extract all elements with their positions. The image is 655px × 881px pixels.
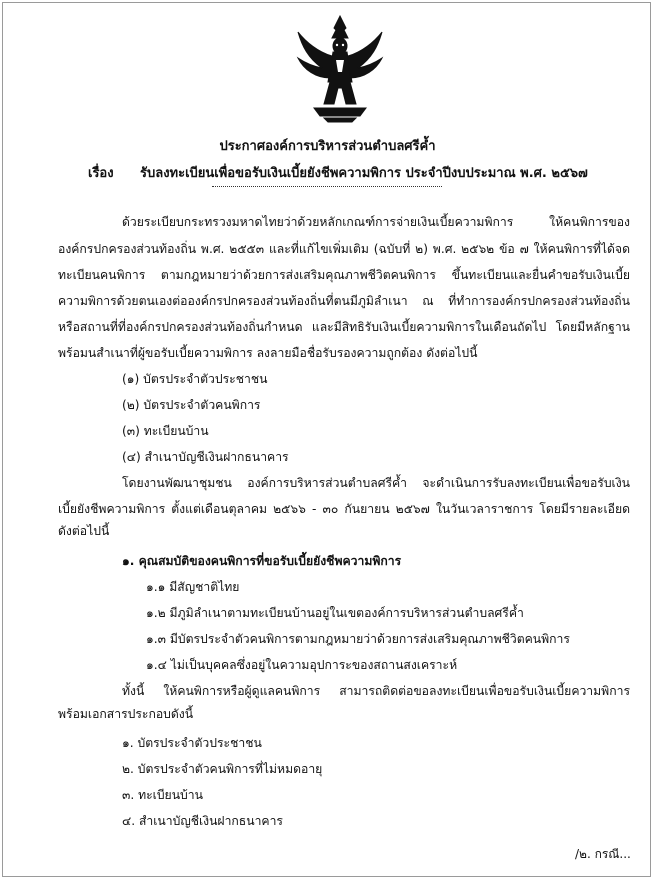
announcement-title: ประกาศองค์การบริหารส่วนตำบลศรีค้ำ	[219, 139, 436, 154]
qualification-item: ๑.๒ มีภูมิลำเนาตามทะเบียนบ้านอยู่ในเขตองค์การบริหารส่วนตำบลศรีค้ำ	[146, 606, 524, 620]
page-border	[2, 2, 651, 877]
qualification-item: ๑.๓ มีบัตรประจำตัวคนพิการตามกฎหมายว่าด้วยการส่งเสริมคุณภาพชีวิตคนพิการ	[146, 632, 570, 646]
doc-list-item: (๒) บัตรประจำตัวคนพิการ	[122, 398, 261, 412]
subject-label: เรื่อง	[88, 166, 114, 181]
para2-line: ดังต่อไปนี้	[58, 524, 110, 538]
intro-line: องค์กรปกครองส่วนท้องถิ่น พ.ศ. ๒๕๕๓ และที่แก้ไขเพิ่มเติม (ฉบับที่ ๒) พ.ศ. ๒๕๖๒ ข้อ ๗ ให้คนพิการที่ได้จด	[58, 242, 630, 256]
doc-list-item: (๓) ทะเบียนบ้าน	[122, 424, 209, 438]
doc-list-item: (๑) บัตรประจำตัวประชาชน	[122, 372, 268, 386]
para2-line: โดยงานพัฒนาชุมชน องค์การบริหารส่วนตำบลศรีค้ำ จะดำเนินการรับลงทะเบียนเพื่อขอรับเงิน	[122, 476, 630, 490]
intro-line: ทะเบียนคนพิการ ตามกฎหมายว่าด้วยการส่งเสริมคุณภาพชีวิตคนพิการ ขึ้นทะเบียนและยื่นคำขอรับเงินเบี้ย	[58, 268, 630, 282]
garuda-emblem-icon	[294, 12, 386, 124]
para3-line: พร้อมเอกสารประกอบดังนี้	[58, 707, 194, 721]
doc-list-item: ๔. สำเนาบัญชีเงินฝากธนาคาร	[122, 814, 283, 828]
doc-list-item: ๓. ทะเบียนบ้าน	[122, 788, 203, 802]
section1-heading: ๑. คุณสมบัติของคนพิการที่ขอรับเบี้ยยังชีพความพิการ	[122, 554, 402, 568]
dotted-divider	[212, 186, 442, 187]
para2-line: เบี้ยยังชีพความพิการ ตั้งแต่เดือนตุลาคม ๒๕๖๖ - ๓๐ กันยายน ๒๕๖๗ ในวันเวลาราชการ โดยมีรายละเอียด	[58, 502, 630, 516]
page-continuation: /๒. กรณี...	[575, 847, 631, 861]
doc-list-item: ๒. บัตรประจำตัวคนพิการที่ไม่หมดอายุ	[122, 762, 323, 776]
intro-line: ความพิการด้วยตนเองต่อองค์กรปกครองส่วนท้องถิ่นที่ตนมีภูมิลำเนา ณ ที่ทำการองค์กรปกครองส่วนท้องถิ่น	[58, 294, 630, 308]
intro-line: ด้วยระเบียบกระทรวงมหาดไทยว่าด้วยหลักเกณฑ์การจ่ายเงินเบี้ยความพิการ ให้คนพิการของ	[122, 215, 630, 229]
intro-line: พร้อมนสำเนาที่ผู้ขอรับเบี้ยความพิการ ลงลายมือชื่อรับรองความถูกต้อง ดังต่อไปนี้	[58, 346, 478, 360]
intro-line: หรือสถานที่ที่องค์กรปกครองส่วนท้องถิ่นกำหนด และมีสิทธิรับเงินเบี้ยความพิการในเดือนถัดไป โดยมีหลักฐาน	[58, 320, 630, 334]
qualification-item: ๑.๔ ไม่เป็นบุคคลซึ่งอยู่ในความอุปการะของสถานสงเคราะห์	[146, 658, 458, 672]
qualification-item: ๑.๑ มีสัญชาติไทย	[146, 580, 240, 594]
doc-list-item: ๑. บัตรประจำตัวประชาชน	[122, 736, 262, 750]
subject-line	[88, 162, 588, 183]
subject-text: รับลงทะเบียนเพื่อขอรับเงินเบี้ยยังชีพความพิการ ประจำปีงบประมาณ พ.ศ. ๒๕๖๗	[140, 166, 588, 181]
doc-list-item: (๔) สำเนาบัญชีเงินฝากธนาคาร	[122, 450, 289, 464]
para3-line: ทั้งนี้ ให้คนพิการหรือผู้ดูแลคนพิการ สามารถติดต่อขอลงทะเบียนเพื่อขอรับเงินเบี้ยความพิการ	[122, 684, 630, 698]
